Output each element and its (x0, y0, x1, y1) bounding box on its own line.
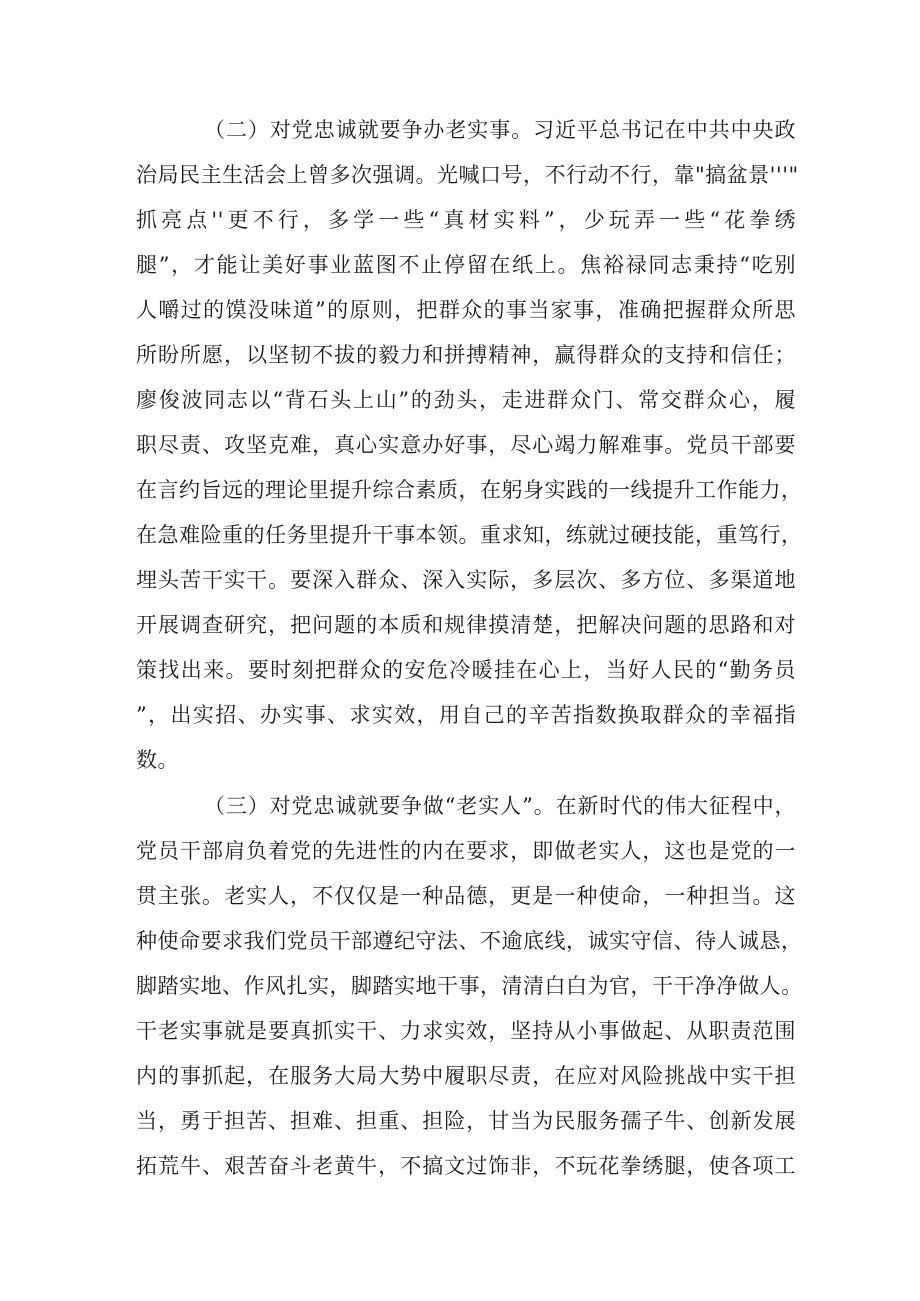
text-line: 腿”，才能让美好事业蓝图不止停留在纸上。焦裕禄同志秉持“吃别 (136, 253, 796, 277)
text-line: 干老实事就是要真抓实干、力求实效，坚持从小事做起、从职责范围 (136, 1019, 796, 1043)
text-line: 拓荒牛、艰苦奋斗老黄牛，不搞文过饰非，不玩花拳绣腿，使各项工 (136, 1154, 796, 1178)
text-line: （三）对党忠诚就要争做“老实人”。在新时代的伟大征程中， (204, 794, 796, 818)
text-line: 人嚼过的馍没味道”的原则，把群众的事当家事，准确把握群众所思 (136, 298, 796, 322)
text-line: 治局民主生活会上曾多次强调。光喊口号，不行动不行，靠"搞盆景'''" (136, 163, 799, 187)
text-line: 职尽责、攻坚克难，真心实意办好事，尽心竭力解难事。党员干部要 (136, 433, 796, 457)
text-line: 党员干部肩负着党的先进性的内在要求，即做老实人，这也是党的一 (136, 839, 796, 863)
text-line: 抓亮点''更不行，多学一些“真材实料”，少玩弄一些“花拳绣 (136, 208, 796, 232)
text-line: 数。 (136, 748, 179, 772)
text-line: 贯主张。老实人，不仅仅是一种品德，更是一种使命，一种担当。这 (136, 884, 796, 908)
text-line: 在言约旨远的理论里提升综合素质，在躬身实践的一线提升工作能力， (136, 478, 803, 502)
text-line: 脚踏实地、作风扎实，脚踏实地干事，清清白白为官，干干净净做人。 (136, 974, 803, 998)
text-line: 内的事抓起，在服务大局大势中履职尽责，在应对风险挑战中实干担 (136, 1064, 796, 1088)
text-line: （二）对党忠诚就要争办老实事。习近平总书记在中共中央政 (204, 118, 796, 142)
text-line: 所盼所愿，以坚韧不拔的毅力和拼搏精神，赢得群众的支持和信任； (136, 343, 796, 367)
text-line: 当，勇于担苦、担难、担重、担险，甘当为民服务孺子牛、创新发展 (136, 1109, 796, 1133)
paragraph-section-2 (136, 108, 803, 783)
text-line: 在急难险重的任务里提升干事本领。重求知，练就过硬技能，重笃行， (136, 523, 803, 547)
text-line: ”，出实招、办实事、求实效，用自己的辛苦指数换取群众的幸福指 (136, 703, 796, 727)
text-line: 埋头苦干实干。要深入群众、深入实际，多层次、多方位、多渠道地 (136, 568, 796, 592)
text-line: 廖俊波同志以“背石头上山”的劲头，走进群众门、常交群众心，履 (136, 388, 796, 412)
text-line: 开展调查研究，把问题的本质和规律摸清楚，把解决问题的思路和对 (136, 613, 796, 637)
paragraph-section-3 (136, 784, 803, 1189)
text-line: 种使命要求我们党员干部遵纪守法、不逾底线，诚实守信、待人诚恳， (136, 929, 803, 953)
text-line: 策找出来。要时刻把群众的安危冷暖挂在心上，当好人民的“勤务员 (136, 658, 796, 682)
